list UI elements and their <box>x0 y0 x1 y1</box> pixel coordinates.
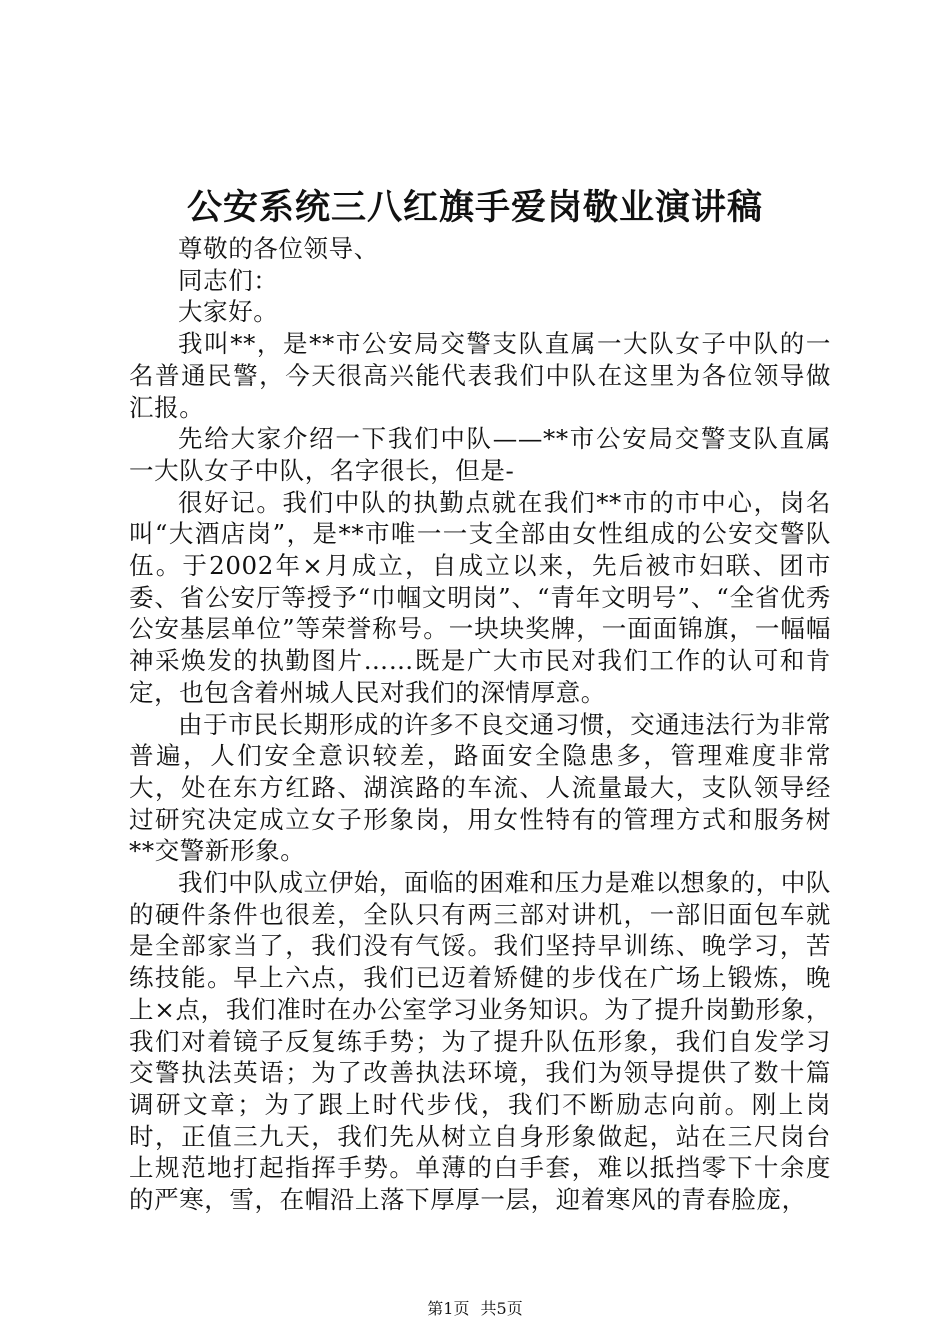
body-paragraph: 先给大家介绍一下我们中队——**市公安局交警支队直属一大队女子中队，名字很长，但是- <box>129 424 831 485</box>
page-total: 共5页 <box>480 1299 523 1318</box>
salutation-line: 尊敬的各位领导、 <box>178 234 379 263</box>
greeting-line: 大家好。 <box>178 297 279 327</box>
document-title: 公安系统三八红旗手爱岗敬业演讲稿 <box>186 187 763 228</box>
body-paragraph: 我们中队成立伊始，面临的困难和压力是难以想象的，中队的硬件条件也很差，全队只有两三部对讲机，一部旧面包车就是全部家当了，我们没有气馁。我们坚持早训练、晚学习，苦练技能。早上六点，我们已迈着矫健的步伐在广场上锻炼，晚上×点，我们准时在办公室学习业务知识。为了提升岗勤形象，我们对着镜子反复练手势；为了提升队伍形象，我们自发学习交警执法英语；为了改善执法环境，我们为领导提供了数十篇调研文章；为了跟上时代步伐，我们不断励志向前。刚上岗时，正值三九天，我们先从树立自身形象做起，站在三尺岗台上规范地打起指挥手势。单薄的白手套，难以抵挡零下十余度的严寒，雪，在帽沿上落下厚厚一层，迎着寒风的青春脸庞， <box>129 868 831 1215</box>
page-footer <box>0 1298 950 1320</box>
page-number: 第1页 <box>427 1299 470 1318</box>
document-body <box>129 233 831 1216</box>
body-paragraph: 我叫**，是**市公安局交警支队直属一大队女子中队的一名普通民警，今天很高兴能代表我们中队在这里为各位领导做汇报。 <box>129 329 831 422</box>
body-paragraph: 由于市民长期形成的许多不良交通习惯，交通违法行为非常普遍，人们安全意识较差，路面安全隐患多，管理难度非常大，处在东方红路、湖滨路的车流、人流量最大，支队领导经过研究决定成立女子形象岗，用女性特有的管理方式和服务树**交警新形象。 <box>129 709 831 866</box>
salutation-line: 同志们： <box>178 265 279 295</box>
body-paragraph: 很好记。我们中队的执勤点就在我们**市的市中心，岗名叫“大酒店岗”，是**市唯一一支全部由女性组成的公安交警队伍。于2002年×月成立，自成立以来，先后被市妇联、团市委、省公安厅等授予“巾帼文明岗”、“青年文明号”、“全省优秀公安基层单位”等荣誉称号。一块块奖牌，一面面锦旗，一幅幅神采焕发的执勤图片……既是广大市民对我们工作的认可和肯定，也包含着州城人民对我们的深情厚意。 <box>129 487 831 707</box>
